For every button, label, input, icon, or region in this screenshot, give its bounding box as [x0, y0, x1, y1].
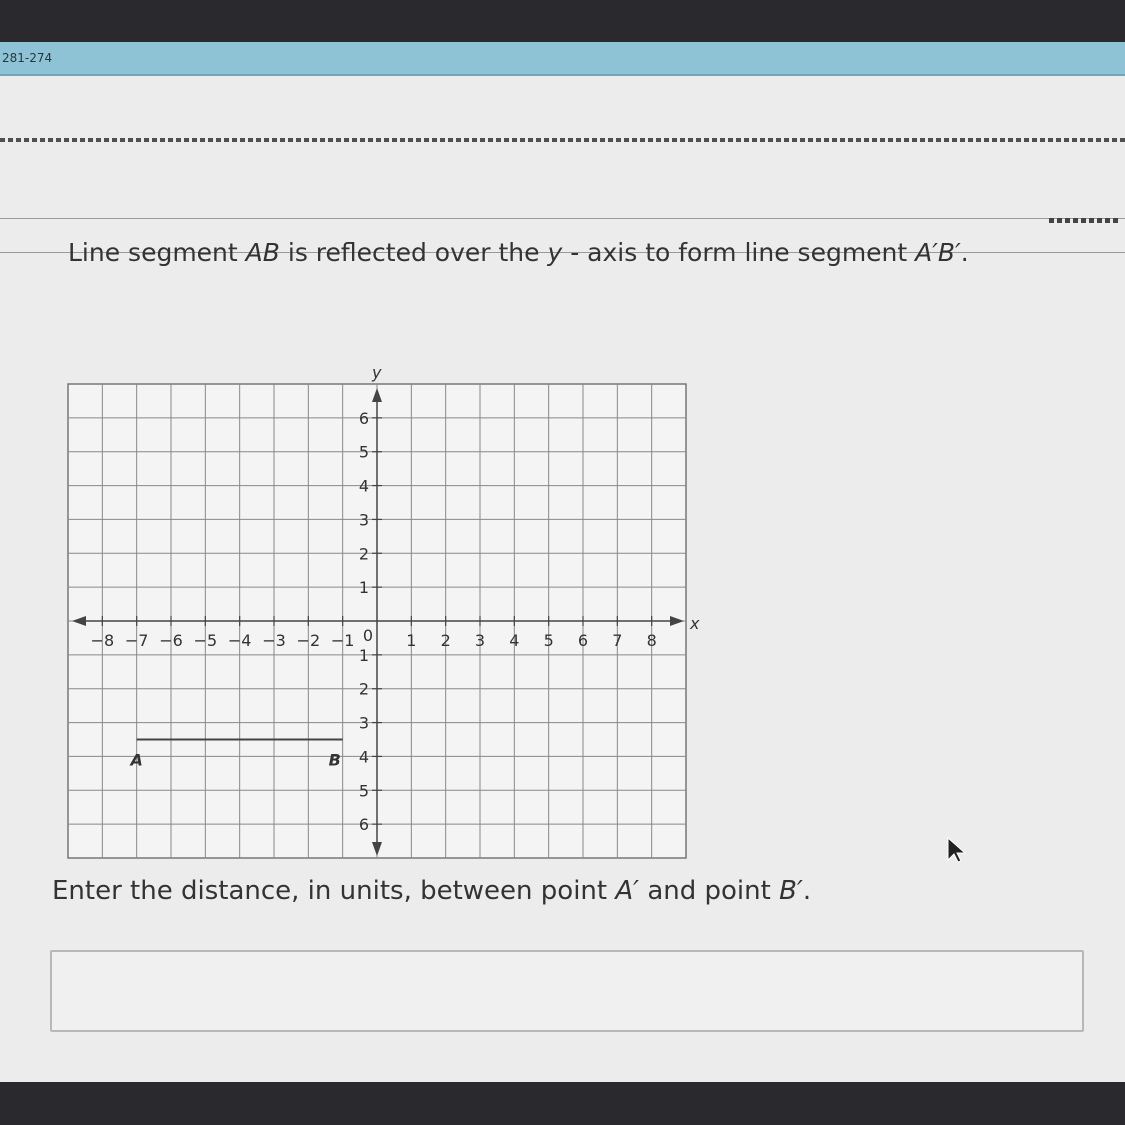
y-tick-label: 5	[358, 781, 369, 801]
x-tick-label: −1	[330, 631, 355, 650]
origin-label: 0	[362, 626, 373, 645]
axis-variable: y	[547, 238, 563, 267]
answer-question: Enter the distance, in units, between point A′ and point B′.	[52, 876, 812, 906]
x-tick-label: −7	[124, 631, 149, 650]
x-tick-label: −4	[227, 631, 252, 650]
point-a-prime: A′	[615, 876, 640, 906]
x-tick-label: −3	[262, 631, 286, 650]
y-tick-label: 6	[358, 408, 369, 428]
x-tick-label: 4	[509, 631, 520, 650]
point-b-label: B	[328, 750, 341, 770]
x-tick-label: 5	[543, 631, 554, 650]
x-tick-label: −5	[193, 631, 218, 650]
y-tick-label: 5	[358, 442, 369, 462]
x-tick-label: 7	[612, 631, 623, 650]
x-tick-label: −6	[159, 631, 183, 650]
segment-ab: AB	[245, 238, 280, 267]
y-tick-label: 3	[358, 713, 369, 733]
y-tick-label: 4	[358, 747, 369, 767]
question-prompt: Line segment AB is reflected over the y - axis to form line segment A′B′.	[68, 238, 969, 267]
x-tick-label: −8	[90, 631, 115, 650]
x-tick-label: 2	[440, 631, 451, 650]
y-tick-label: 4	[358, 476, 369, 496]
y-tick-label: 2	[358, 679, 369, 699]
y-axis-label: y	[372, 363, 382, 382]
x-tick-label: −2	[296, 631, 321, 650]
answer-input[interactable]	[50, 950, 1084, 1032]
x-tick-label: 6	[577, 631, 589, 650]
point-a-label: A	[130, 750, 143, 770]
point-b-prime: B′	[779, 876, 803, 906]
y-tick-label: 6	[358, 815, 369, 835]
x-tick-label: 1	[406, 631, 417, 650]
mouse-pointer-icon	[946, 836, 968, 864]
x-tick-label: 8	[646, 631, 657, 650]
item-id: 281-274	[2, 51, 53, 65]
x-axis-label: x	[690, 614, 700, 633]
segment-image: A′B′	[915, 238, 961, 267]
y-tick-label: 2	[358, 544, 369, 564]
y-tick-label: 1	[358, 578, 369, 598]
y-tick-label: 1	[358, 645, 369, 665]
y-tick-label: 3	[358, 510, 369, 530]
x-tick-label: 3	[474, 631, 486, 650]
